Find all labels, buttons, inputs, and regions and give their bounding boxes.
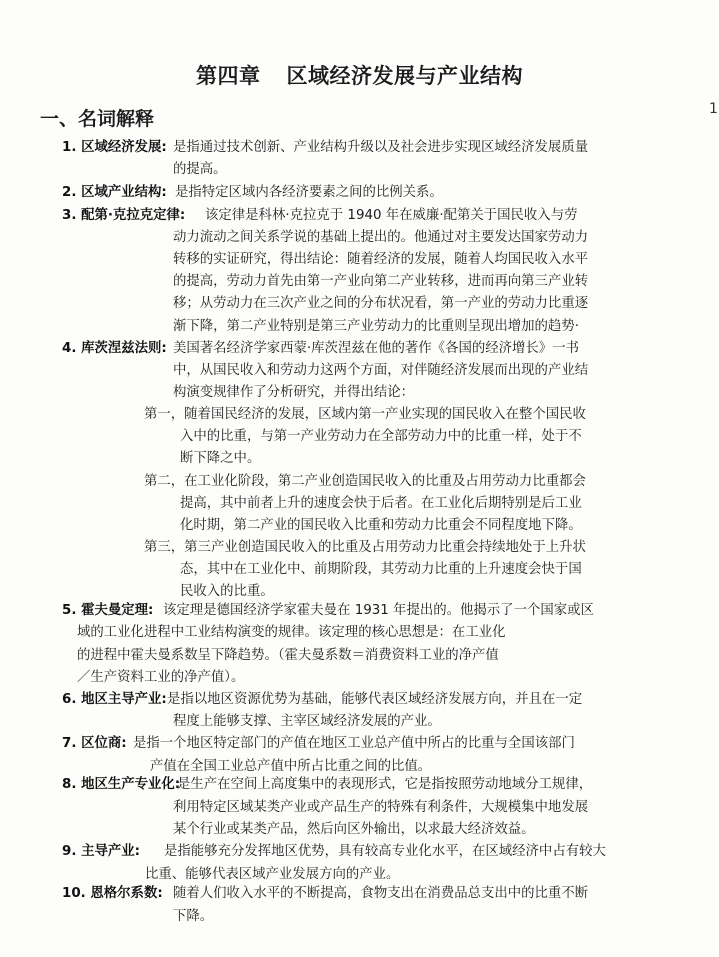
- definition-line: 转移的实证研究，得出结论：随着经济的发展，随着人均国民收入水平: [173, 252, 589, 267]
- definition-line: 的进程中霍夫曼系数呈下降趋势。（霍夫曼系数＝消费资料工业的净产值: [77, 648, 499, 663]
- definition-line: 是指通过技术创新、产业结构升级以及社会进步实现区域经济发展质量: [173, 140, 589, 155]
- term-label: 4. 库茨涅兹法则:: [62, 341, 167, 356]
- definition-line: 民收入的比重。: [180, 584, 274, 599]
- definition-line: 是指一个地区特定部门的产值在地区工业总产值中所占的比重与全国该部门: [133, 736, 575, 751]
- definition-line: 该定律是科林·克拉克于 1940 年在威廉·配第关于国民收入与劳: [205, 208, 578, 223]
- definition-line: 是指特定区域内各经济要素之间的比例关系。: [175, 185, 443, 200]
- term-label: 9. 主导产业:: [62, 844, 140, 859]
- definition-line: 动力流动之间关系学说的基础上提出的。他通过对主要发达国家劳动力: [173, 230, 589, 245]
- definition-line: 入中的比重，与第一产业劳动力在全部劳动力中的比重一样，处于不: [180, 429, 582, 444]
- definition-line: 态，其中在工业化中、前期阶段，其劳动力比重的上升速度会快于国: [180, 562, 582, 577]
- definition-line: 第二，在工业化阶段，第二产业创造国民收入的比重及占用劳动力比重都会: [144, 474, 586, 489]
- definition-line: 第三，第三产业创造国民收入的比重及占用劳动力比重会持续地处于上升状: [144, 540, 586, 555]
- definition-line: 某个行业或某类产品，然后向区外输出，以求最大经济效益。: [173, 822, 535, 837]
- corner-mark: 1: [709, 101, 718, 117]
- definition-line: 程度上能够支撑、主宰区域经济发展的产业。: [173, 714, 441, 729]
- term-label: 3. 配第·克拉克定律:: [62, 208, 186, 223]
- term-label: 7. 区位商:: [62, 736, 127, 751]
- definition-line: 利用特定区域某类产业或产品生产的特殊有利条件，大规模集中地发展: [173, 800, 589, 815]
- definition-line: 的提高，劳动力首先由第一产业向第二产业转移，进而再向第三产业转: [173, 274, 589, 289]
- definition-line: 渐下降，第二产业特别是第三产业劳动力的比重则呈现出增加的趋势·: [173, 319, 579, 334]
- definition-line: 比重、能够代表区域产业发展方向的产业。: [145, 867, 400, 882]
- term-label: 6. 地区主导产业:: [62, 692, 167, 707]
- definition-line: 是生产在空间上高度集中的表现形式，它是指按照劳动地域分工规律，: [177, 777, 593, 792]
- definition-line: 中，从国民收入和劳动力这两个方面，对伴随经济发展而出现的产业结: [173, 363, 589, 378]
- definition-line: 第一，随着国民经济的发展，区域内第一产业实现的国民收入在整个国民收: [144, 407, 586, 422]
- definition-line: 是指能够充分发挥地区优势，具有较高专业化水平，在区域经济中占有较大: [164, 844, 606, 859]
- definition-line: 移；从劳动力在三次产业之间的分布状况看，第一产业的劳动力比重逐: [173, 296, 589, 311]
- section-heading: 一、名词解释: [40, 108, 155, 130]
- term-label: 1. 区域经济发展:: [62, 140, 167, 155]
- definition-line: 下降。: [173, 909, 214, 924]
- definition-line: 断下降之中。: [180, 451, 261, 466]
- definition-line: 随着人们收入水平的不断提高，食物支出在消费品总支出中的比重不断: [173, 886, 589, 901]
- definition-line: ／生产资料工业的净产值）。: [77, 670, 245, 685]
- definition-line: 该定理是德国经济学家霍夫曼在 1931 年提出的。他揭示了一个国家或区: [163, 603, 594, 618]
- term-label: 5. 霍夫曼定理:: [62, 603, 154, 618]
- definition-line: 美国著名经济学家西蒙·库茨涅兹在他的著作《各国的经济增长》一书: [173, 341, 579, 356]
- term-label: 2. 区域产业结构:: [62, 185, 167, 200]
- chapter-number: 第四章: [196, 64, 261, 88]
- definition-line: 域的工业化进程中工业结构演变的规律。该定理的核心思想是：在工业化: [77, 625, 506, 640]
- chapter-name: 区域经济发展与产业结构: [286, 64, 523, 88]
- term-label: 8. 地区生产专业化:: [62, 777, 181, 792]
- definition-line: 化时期，第二产业的国民收入比重和劳动力比重会不同程度地下降。: [180, 518, 582, 533]
- chapter-title: [0, 60, 719, 90]
- definition-line: 产值在全国工业总产值中所占比重之间的比值。: [150, 759, 432, 774]
- definition-line: 是指以地区资源优势为基础，能够代表区域经济发展方向，并且在一定: [167, 692, 583, 707]
- definition-line: 构演变规律作了分析研究，并得出结论：: [173, 385, 415, 400]
- definition-line: 提高，其中前者上升的速度会快于后者。在工业化后期特别是后工业: [180, 496, 582, 511]
- term-label: 10. 恩格尔系数:: [62, 886, 163, 901]
- definition-line: 的提高。: [173, 162, 227, 177]
